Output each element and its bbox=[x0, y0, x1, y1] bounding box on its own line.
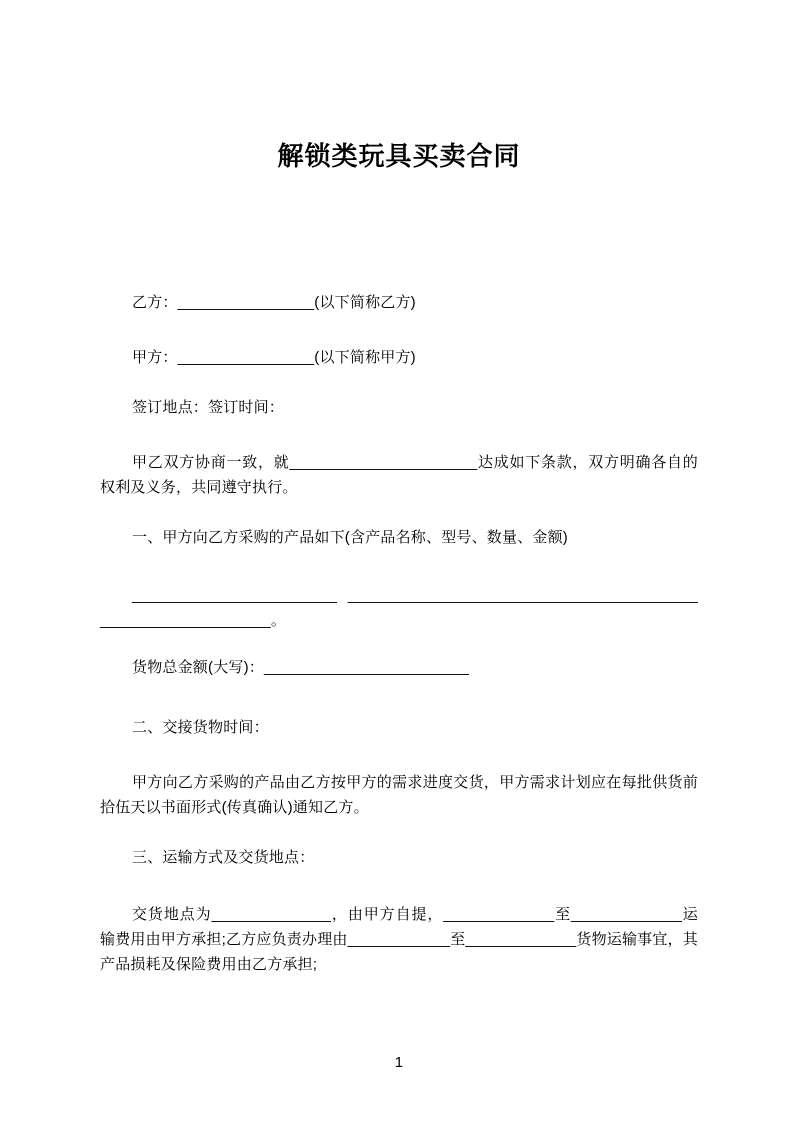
page-number: 1 bbox=[394, 1054, 404, 1071]
party-a-line: 甲方：________________(以下简称甲方) bbox=[132, 349, 416, 366]
clause-1-blank-line: ________________________ _____________________________________________________________。 bbox=[100, 587, 698, 629]
agreement-intro-paragraph: 甲乙双方协商一致，就______________________达成如下条款，双方明确各自的权利及义务，共同遵守执行。 bbox=[100, 454, 698, 496]
signing-place-time-line: 签订地点：签订时间： bbox=[132, 399, 285, 416]
clause-3-body: 交货地点为______________，由甲方自提，_____________至_____________运输费用由甲方承担;乙方应负责办理由____________至_____________货物运输事宜，其产品损耗及保险费用由乙方承担; bbox=[100, 906, 698, 973]
total-amount-line: 货物总金额(大写)：________________________ bbox=[132, 659, 470, 676]
clause-1-heading: 一、甲方向乙方采购的产品如下(含产品名称、型号、数量、金额) bbox=[132, 529, 568, 546]
party-b-line: 乙方：________________(以下简称乙方) bbox=[132, 294, 416, 311]
contract-title: 解锁类玩具买卖合同 bbox=[277, 141, 521, 171]
clause-2-body: 甲方向乙方采购的产品由乙方按甲方的需求进度交货，甲方需求计划应在每批供货前拾伍天以书面形式(传真确认)通知乙方。 bbox=[100, 774, 698, 816]
clause-3-heading: 三、运输方式及交货地点： bbox=[132, 849, 315, 866]
clause-2-heading: 二、交接货物时间： bbox=[132, 719, 269, 736]
